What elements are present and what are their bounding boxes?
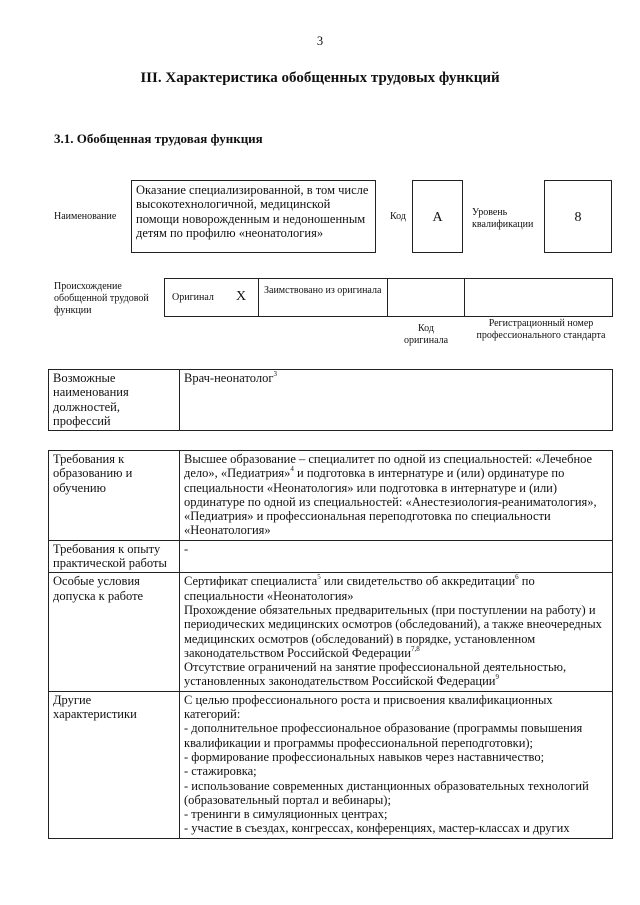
- origin-label: Происхождение обобщенной трудовой функции: [54, 281, 149, 316]
- requirement-row: [49, 691, 613, 838]
- borrowed-label: Заимствовано из оригинала: [264, 285, 382, 296]
- origin-divider: [387, 278, 388, 317]
- requirement-text: Высшее образование – специалитет по одной из специальностей: «Лечебное дело», «Педиатрия»: [184, 452, 593, 481]
- name-label: Наименование: [54, 211, 117, 222]
- code-value: А: [412, 180, 463, 253]
- page-number: 3: [316, 34, 324, 48]
- positions-label: Возможные наименования должностей, профессий: [49, 370, 180, 431]
- requirement-label: Требования к опыту практической работы: [49, 540, 180, 573]
- requirement-text: Прохождение обязательных предварительных (при поступлении на работу) и периодических медицинских осмотров (обследований), а также внеочередных медицинских осмотров (обследований) в порядке, установленном законодательством Российской Федерации: [184, 602, 602, 660]
- requirement-value: [180, 540, 613, 573]
- positions-footnote: 3: [273, 370, 277, 378]
- footnote-ref: 5: [317, 573, 321, 582]
- footnote-ref: 4: [290, 465, 294, 474]
- footnote-ref: 9: [495, 673, 499, 682]
- requirement-value: [180, 451, 613, 541]
- requirement-label: Требования к образованию и обучению: [49, 451, 180, 541]
- positions-table: [48, 369, 613, 431]
- requirement-value: [180, 573, 613, 691]
- requirement-text: - участие в съездах, конгрессах, конференциях, мастер-классах и других: [184, 821, 570, 836]
- level-label: Уровень квалификации: [472, 207, 534, 230]
- level-value: 8: [544, 180, 612, 253]
- footnote-ref: 6: [515, 573, 519, 582]
- requirement-label: Особые условия допуска к работе: [49, 573, 180, 691]
- origin-row: [164, 278, 613, 317]
- requirement-row: [49, 451, 613, 541]
- original-mark: X: [236, 289, 247, 304]
- requirement-text: - использование современных дистанционных образовательных технологий (образовательный портал и вебинары);: [184, 778, 589, 807]
- reg-number-caption: Регистрационный номер профессионального стандарта: [476, 318, 606, 341]
- requirement-text: С целью профессионального роста и присвоения квалификационных категорий:: [184, 692, 553, 722]
- requirement-text: - формирование профессиональных навыков через наставничество;: [184, 749, 545, 764]
- requirement-text: - дополнительное профессиональное образование (программы повышения квалификации и программы профессиональной переподготовки);: [184, 721, 583, 750]
- footnote-ref: 7,8: [410, 644, 420, 653]
- requirement-text: -: [184, 541, 189, 556]
- positions-value: Врач-неонатолог: [184, 371, 274, 385]
- requirement-text: - стажировка;: [184, 764, 257, 779]
- requirement-row: [49, 573, 613, 691]
- origin-divider: [464, 278, 465, 317]
- code-label: Код: [390, 211, 406, 222]
- name-value: Оказание специализированной, в том числе высокотехнологичной, медицинской помощи новорожденным и недоношенным детям по профилю «неонатология»: [131, 180, 376, 253]
- origin-divider: [258, 278, 259, 317]
- requirement-text: Отсутствие ограничений на занятие профессиональной деятельностью, установленных законодательством Российской Федерации: [184, 660, 567, 689]
- requirement-label: Другие характеристики: [49, 691, 180, 838]
- subsection-title: 3.1. Обобщенная трудовая функция: [54, 131, 263, 146]
- requirement-text: и подготовка в интернатуре и (или) ординатуре по специальности «Неонатология» или подготовка в интернатуре и (или) ординатуре по одной из специальностей: «Анестезиология-реаниматология», «Педиатрия» и профессиональная переподготовка по специальности «Неонатология»: [184, 466, 597, 538]
- original-label: Оригинал: [172, 292, 214, 303]
- requirement-text: по специальности «Неонатология»: [184, 574, 535, 603]
- section-title: III. Характеристика обобщенных трудовых функций: [140, 70, 500, 86]
- requirements-table: [48, 450, 613, 839]
- requirement-text: - тренинги в симуляционных центрах;: [184, 807, 388, 822]
- requirement-row: [49, 540, 613, 573]
- code-original-caption: Код оригинала: [403, 323, 449, 346]
- requirement-value: [180, 691, 613, 838]
- requirement-text: или свидетельство об аккредитации: [320, 574, 516, 589]
- requirement-text: Сертификат специалиста: [184, 574, 318, 589]
- positions-cell: [180, 370, 613, 431]
